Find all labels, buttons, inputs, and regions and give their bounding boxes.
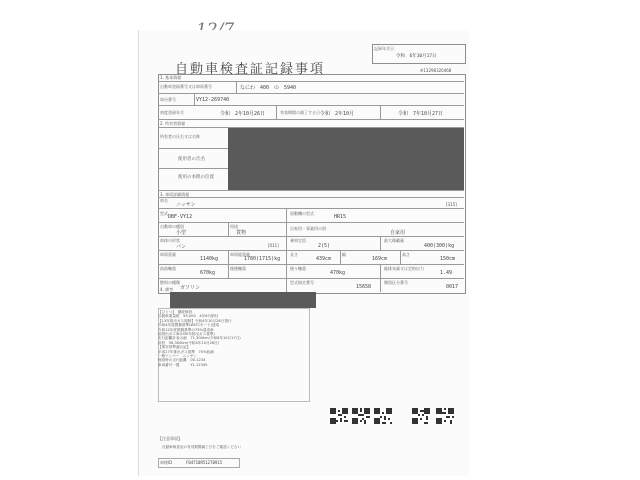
capacity-value: 2(5) xyxy=(318,243,331,249)
displacement-cc: 1.49 xyxy=(440,270,453,276)
front-axle-label: 前前軸重 xyxy=(160,266,176,271)
use-value: 貨物 xyxy=(236,230,247,236)
rear-rear-value: 470kg xyxy=(330,270,346,276)
section-owner: 2. 所有者情報 xyxy=(160,121,186,126)
footer-id-value: F04710R51270915 xyxy=(186,460,223,465)
note-line: 走行距離計表示値 71,300km(令和6年10月17日) xyxy=(158,336,241,341)
owner-label: 所有者の氏名又は名称 xyxy=(160,134,200,139)
footer-line: 自動車検査証の有効期間満了日をご確認ください xyxy=(162,445,242,449)
first-reg-label: 初度登録年月 xyxy=(160,110,184,115)
qr-code-1 xyxy=(330,408,348,424)
length-value: 439cm xyxy=(316,256,332,262)
type-label: 自動車の種別 xyxy=(160,224,184,229)
redacted-notes xyxy=(170,292,316,308)
chassis-value: VY12-269740 xyxy=(196,97,230,103)
body-code: [011] xyxy=(268,243,279,248)
qr-code-3 xyxy=(374,408,392,424)
notes-list xyxy=(158,310,308,367)
note-line: 自動車重量税 ¥5,000 4年6月納付 xyxy=(158,314,219,319)
note-line: 令和12年度燃費基準の75%達成車 xyxy=(158,327,214,332)
issue-date-value: 令和 6年10月17日 xyxy=(396,54,437,59)
rear-axle-label: 後後軸重 xyxy=(230,266,246,271)
displacement-label: 型式指定番号 xyxy=(290,280,314,285)
document-title: 自動車検査証記録事項 xyxy=(175,62,326,77)
length-label: 長さ xyxy=(290,252,298,257)
use-label: 用途 xyxy=(230,224,238,229)
max-load-label: 最大積載量 xyxy=(384,238,404,243)
fuel-value: ガソリン xyxy=(180,285,201,291)
maker-code: [315] xyxy=(446,202,457,207)
first-reg-value: 令和 2年10月26日 xyxy=(220,111,266,117)
max-load-value: 400(300)kg xyxy=(424,243,455,249)
note-line: 低排出ガス車(H30年排出ガス基準) xyxy=(158,332,215,337)
note-line: 車両番号一覧 Y1-12345 xyxy=(158,362,208,367)
doc-code: ※13298320468 xyxy=(420,68,452,73)
model-label: 型式 xyxy=(160,211,168,216)
width-value: 169cm xyxy=(372,256,388,262)
weight-value: 1140kg xyxy=(200,256,219,262)
footer-id-label: 車検ID xyxy=(160,460,173,465)
weight-label: 車両重量 xyxy=(160,252,176,257)
qr-code-4 xyxy=(412,408,430,424)
private-value: 自家用 xyxy=(390,230,406,236)
user-name-label: 使用者の氏名 xyxy=(178,157,205,162)
reg-value: なにわ 400 の 5940 xyxy=(240,85,297,91)
section-basic: 1. 基本情報 xyxy=(160,75,182,80)
height-label: 高さ xyxy=(402,252,410,257)
note-line: 検査時の走行距離 00-1234 xyxy=(158,358,206,363)
maker-label: 車名 xyxy=(160,198,168,203)
capacity-label: 乗車定員 xyxy=(290,238,306,243)
front-axle-value: 670kg xyxy=(200,270,216,276)
model-value: DBF-VY12 xyxy=(168,214,193,220)
note-line: 【ひとつ】 継続検査 xyxy=(158,310,193,314)
displacement-cc-label: 総排気量又は定格出力 xyxy=(384,266,424,271)
valid-from: 令和 2年10月 xyxy=(320,111,355,117)
category-value: 0017 xyxy=(446,284,459,290)
body-value: バン xyxy=(176,244,187,250)
qr-code-5 xyxy=(436,408,454,424)
user-addr-label: 使用の本拠の位置 xyxy=(178,175,214,180)
fuel-label: 燃料の種類 xyxy=(160,280,180,285)
body-label: 車体の形状 xyxy=(160,238,180,243)
qr-code-2 xyxy=(352,408,370,424)
engine-value: HR15 xyxy=(334,214,347,220)
engine-label: 原動機の型式 xyxy=(290,211,314,216)
type-value: 小型 xyxy=(176,230,187,236)
width-label: 幅 xyxy=(342,252,346,257)
height-value: 150cm xyxy=(440,256,456,262)
note-line: 令和4年度燃費基準(WLTCモード)達成 xyxy=(158,323,220,328)
note-line: 前回 58,300km(令和4年10月26日) xyxy=(158,340,220,345)
valid-to: 令和 7年10月27日 xyxy=(398,111,444,117)
chassis-label: 車台番号 xyxy=(160,97,176,102)
private-label: 自家用・事業用の別 xyxy=(290,226,326,231)
section-vehicle: 3. 車両詳細情報 xyxy=(160,192,190,197)
redacted-owner xyxy=(228,128,464,190)
reg-label: 自動車登録番号又は車両番号 xyxy=(160,84,212,89)
note-line: 【13年排出ガス規制】令和4年10月26日発行 xyxy=(158,318,232,323)
category-label: 類別区分番号 xyxy=(384,280,408,285)
gvw-label: 車両総重量 xyxy=(230,252,250,257)
rear-rear-label: 後々軸重 xyxy=(290,266,306,271)
issue-date-label: 記録年月日 xyxy=(374,46,394,51)
section-notes: 4. 備考 xyxy=(160,287,174,292)
note-line: 平成17年排出ガス基準 75%低減 xyxy=(158,349,214,354)
note-line: 【保安基準適合証】 xyxy=(158,345,191,350)
gvw-value: 1780(1715)kg xyxy=(244,256,281,262)
maker-value: ニッサン xyxy=(176,202,196,208)
note-line: 一般ナンバー ニッサン xyxy=(158,354,197,359)
valid-label: 有効期間の満了する日 xyxy=(280,110,320,115)
displacement-value: 15658 xyxy=(356,284,372,290)
footer-title: 【注意事項】 xyxy=(158,436,182,441)
